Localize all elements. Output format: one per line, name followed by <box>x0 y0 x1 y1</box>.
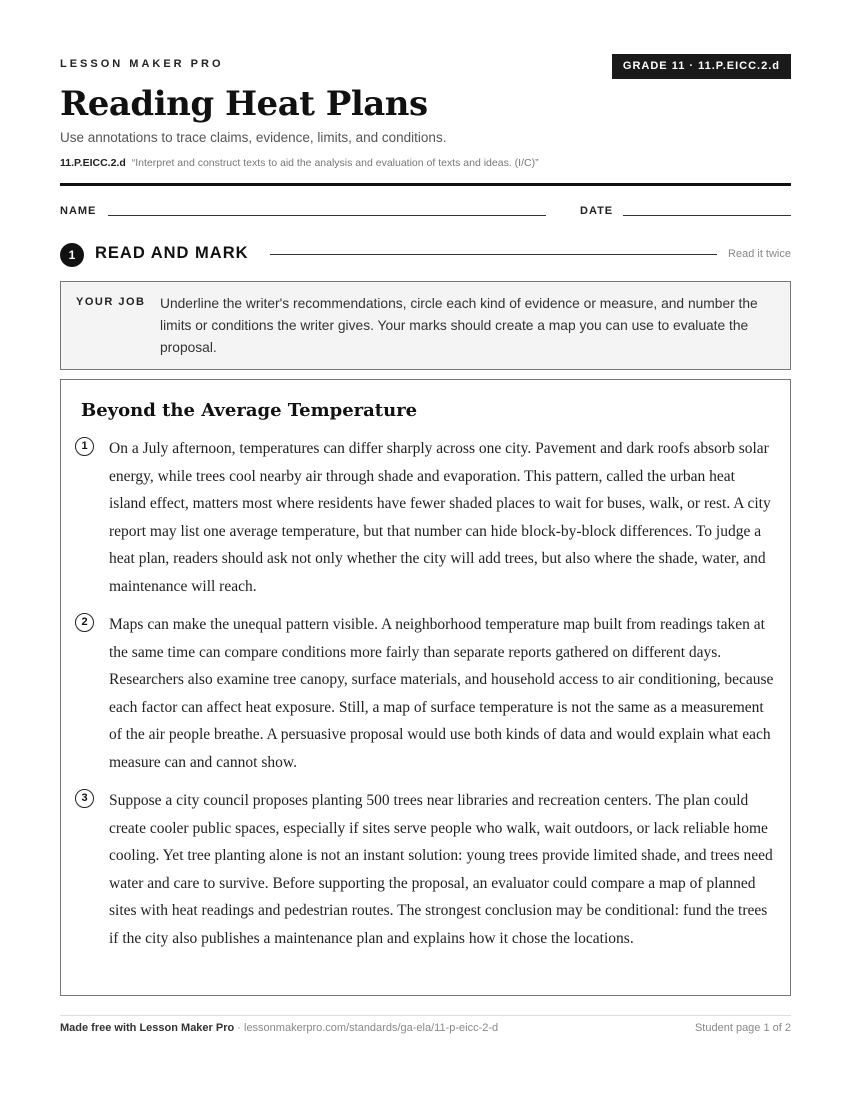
instructions-box <box>60 281 791 370</box>
grade-badge: GRADE 11 · 11.P.EICC.2.d <box>612 54 791 79</box>
standard-line <box>60 157 539 169</box>
instructions-label: YOUR JOB <box>76 296 146 308</box>
worksheet-page <box>60 0 791 1100</box>
section-divider <box>270 254 717 255</box>
instructions-text: Underline the writer's recommendations, circle each kind of evidence or measure, and number the limits or conditions the writer gives. Your marks should create a map you can use to evaluate the proposal. <box>160 296 758 355</box>
paragraph-text: Suppose a city council proposes planting 500 trees near libraries and recreation centers. The plan could create cooler public spaces, especially if sites serve people who walk, wait outdoors, or lack reliable home cooling. Yet tree planting alone is not an instant solution: young trees provide limited shade, and trees need water and care to survive. Before supporting the proposal, an evaluator could compare a map of planned sites with heat readings and pedestrian routes. The strongest conclusion may be conditional: fund the trees if the city also publishes a maintenance plan and explains how it chose the locations. <box>109 792 773 947</box>
brand-name: LESSON MAKER PRO <box>60 58 224 70</box>
reading-passage <box>60 379 791 996</box>
paragraph-number: 1 <box>75 437 94 456</box>
paragraph-number: 2 <box>75 613 94 632</box>
passage-title: Beyond the Average Temperature <box>81 400 418 421</box>
section-title: READ AND MARK <box>95 244 249 262</box>
footer-made-with: Made free with Lesson Maker Pro <box>60 1022 235 1034</box>
date-field[interactable] <box>623 215 791 216</box>
standard-text: “Interpret and construct texts to aid the analysis and evaluation of texts and ideas. (I/C)” <box>131 157 539 169</box>
footer-credit <box>60 1022 498 1034</box>
paragraph-text: Maps can make the unequal pattern visible. A neighborhood temperature map built from readings taken at the same time can compare conditions more fairly than separate reports gathered on different days. Researchers also examine tree canopy, surface materials, and household access to air conditioning, because each factor can affect heat exposure. Still, a map of surface temperature is not the same as a measurement of the air people breathe. A persuasive proposal would use both kinds of data and would explain what each measure can and cannot show. <box>109 616 774 771</box>
name-field[interactable] <box>108 215 546 216</box>
standard-code: 11.P.EICC.2.d <box>60 157 126 169</box>
paragraph-number: 3 <box>75 789 94 808</box>
name-label: NAME <box>60 205 97 217</box>
date-label: DATE <box>580 205 614 217</box>
section-number-badge: 1 <box>60 243 84 267</box>
page-title: Reading Heat Plans <box>60 84 428 124</box>
paragraph-text: On a July afternoon, temperatures can differ sharply across one city. Pavement and dark roofs absorb solar energy, while trees cool nearby air through shade and evaporation. This pattern, called the urban heat island effect, matters most where residents have fewer shaded places to wait for buses, walk, or rest. A city report may list one average temperature, but that number can hide block-by-block differences. To judge a heat plan, readers should ask not only whether the city will add trees, but also where the shade, water, and maintenance will reach. <box>109 440 771 595</box>
footer-url: · lessonmakerpro.com/standards/ga-ela/11-p-eicc-2-d <box>234 1022 499 1034</box>
page-indicator: Student page 1 of 2 <box>694 1022 791 1034</box>
footer-divider <box>60 1015 791 1016</box>
section-note: Read it twice <box>728 248 791 260</box>
header-divider <box>60 183 791 186</box>
page-subtitle: Use annotations to trace claims, evidence, limits, and conditions. <box>60 130 447 145</box>
